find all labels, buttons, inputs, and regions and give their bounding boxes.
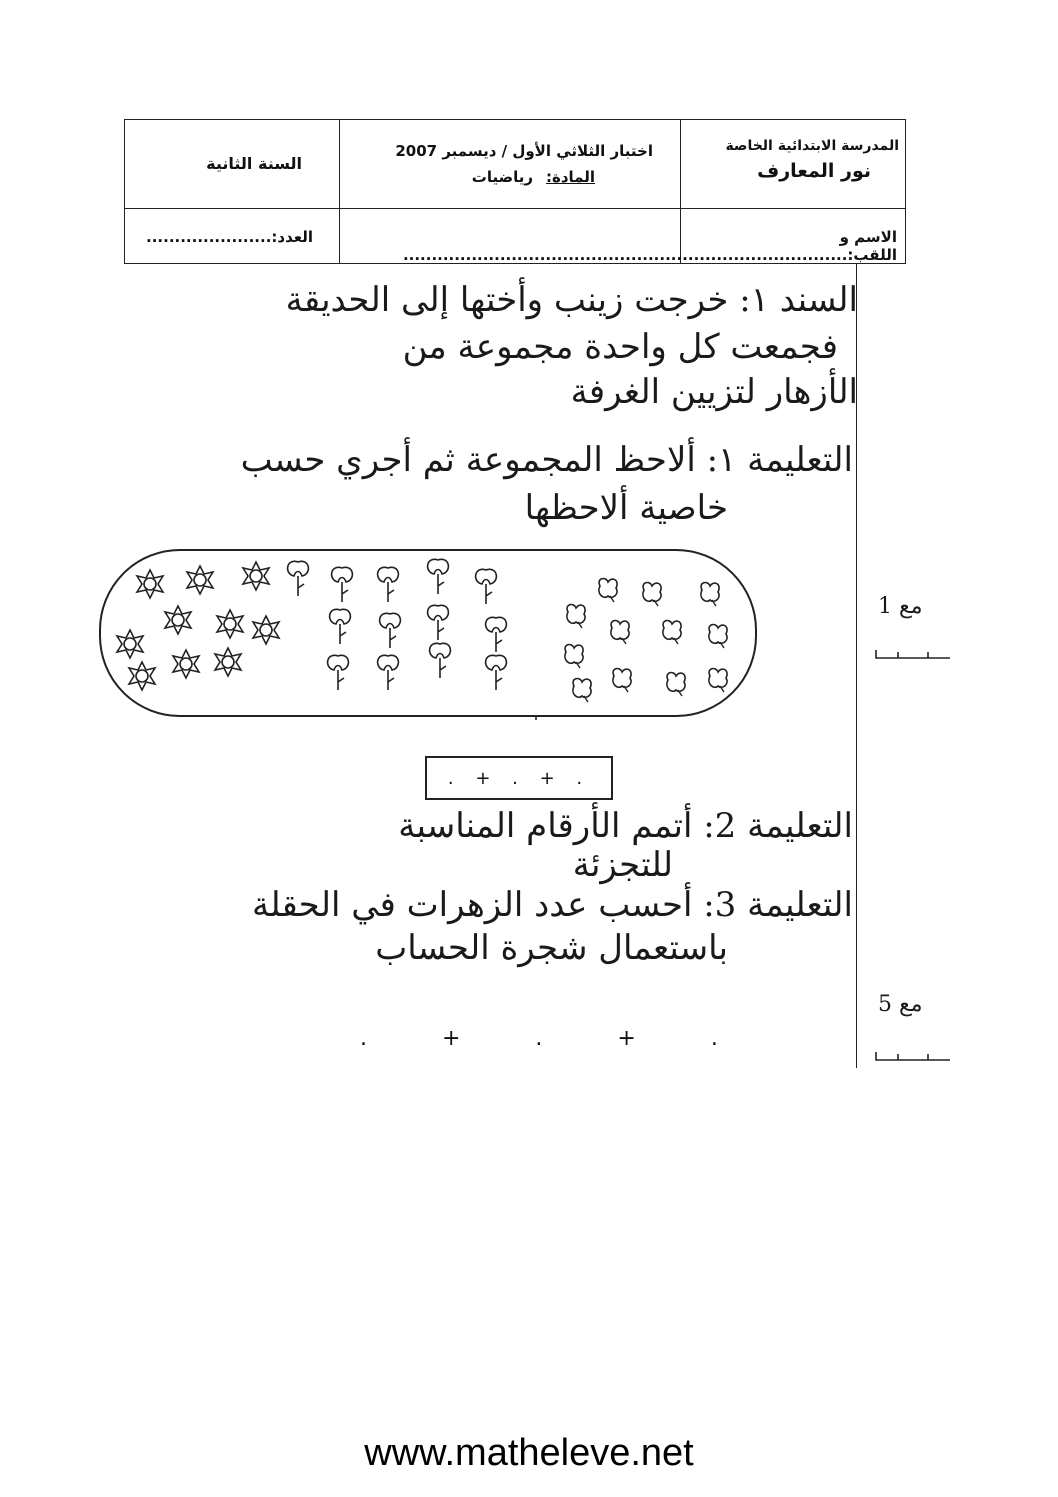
subject-label: المادة: xyxy=(545,168,595,186)
header-table xyxy=(124,119,906,264)
score-blank-1 xyxy=(874,648,954,662)
school-name-line2: نور المعارف xyxy=(757,160,871,182)
school-name-line1: المدرسة الابتدائية الخاصة xyxy=(725,138,899,154)
subject-value: رياضيات xyxy=(471,168,533,186)
instruction1-line1: التعليمة ١: ألاحظ المجموعة ثم أجري حسب xyxy=(240,440,853,480)
footer-url: www.matheleve.net xyxy=(364,1432,694,1474)
score-mark-2: مع 5 xyxy=(878,992,923,1017)
situation-line3: الأزهار لتزيين الغرفة xyxy=(570,372,858,412)
instruction2-line2: للتجزئة xyxy=(572,845,673,885)
situation-line2: فجمعت كل واحدة مجموعة من xyxy=(402,327,838,367)
instruction2-line1: التعليمة 2: أتمم الأرقام المناسبة xyxy=(398,806,853,846)
instruction1-line2: خاصية ألاحظها xyxy=(524,488,728,528)
instruction3-line2: باستعمال شجرة الحساب xyxy=(375,928,728,968)
grade-label: السنة الثانية xyxy=(206,154,302,173)
situation-line1: السند ١: خرجت زينب وأختها إلى الحديقة xyxy=(285,280,858,320)
header-divider xyxy=(339,120,340,263)
score-field: العدد:...................... xyxy=(146,228,313,246)
calculation-expression: . + . + . xyxy=(360,1026,752,1051)
instruction3-line1: التعليمة 3: أحسب عدد الزهرات في الحقلة xyxy=(251,885,853,925)
name-field: الاسم و اللقب:.............................................................................. xyxy=(402,228,897,264)
exam-title: اختبار الثلاثي الأول / ديسمبر 2007 xyxy=(395,142,653,160)
score-mark-1: مع 1 xyxy=(878,594,923,619)
answer-box-expression: . + . + . xyxy=(425,756,613,800)
header-divider xyxy=(125,208,905,209)
flowers-illustration xyxy=(98,548,758,720)
score-blank-2 xyxy=(874,1050,954,1064)
